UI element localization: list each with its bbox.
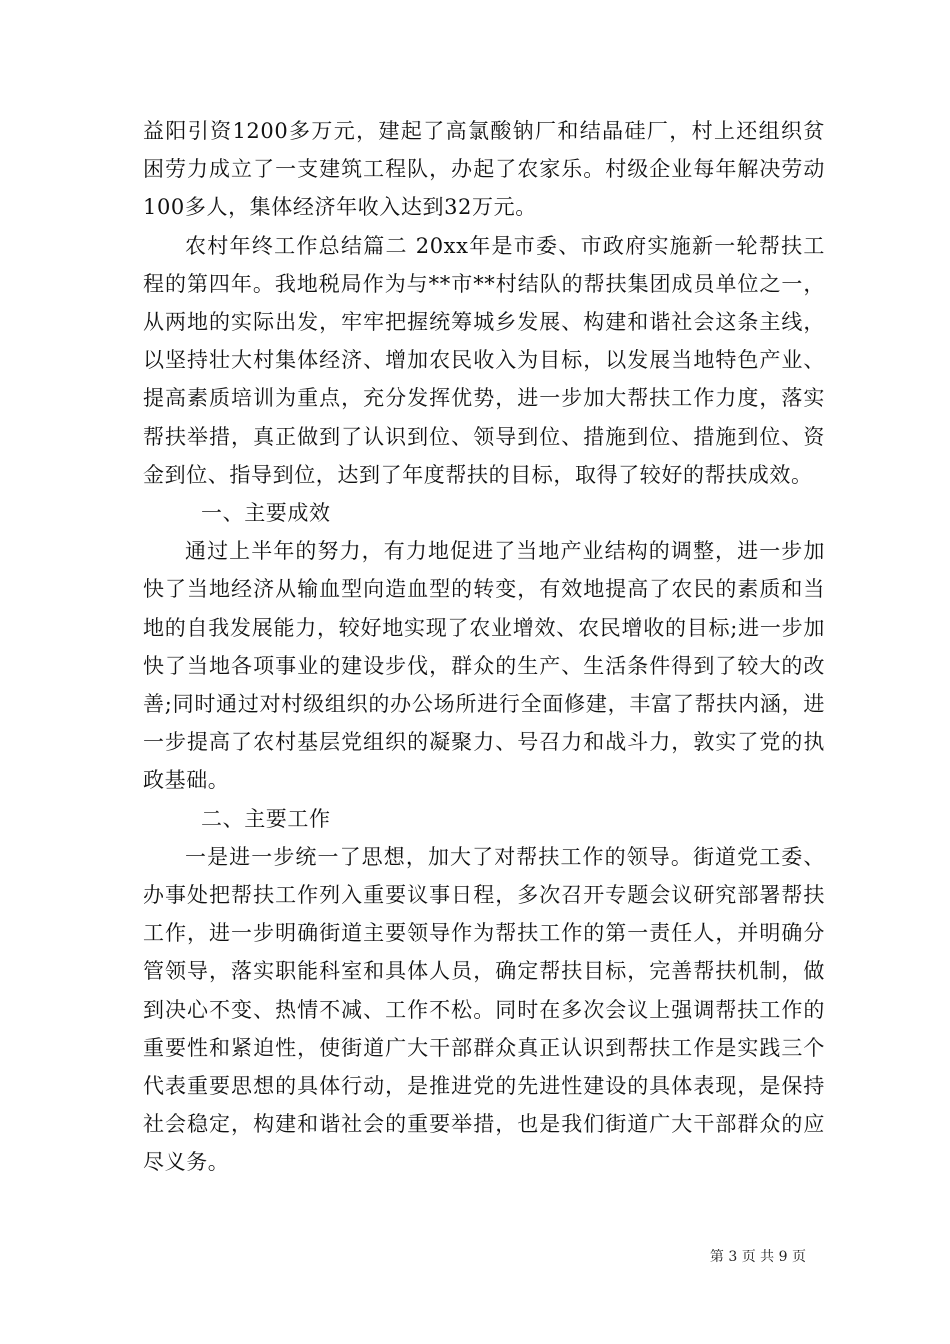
paragraph-results: 通过上半年的努力，有力地促进了当地产业结构的调整，进一步加快了当地经济从输血型向造血型的转变，有效地提高了农民的素质和当地的自我发展能力，较好地实现了农业增效、农民增收的目标;进一步加快了当地各项事业的建设步伐，群众的生产、生活条件得到了较大的改善;同时通过对村级组织的办公场所进行全面修建，丰富了帮扶内涵，进一步提高了农村基层党组织的凝聚力、号召力和战斗力，敦实了党的执政基础。 <box>143 539 825 793</box>
section-heading-results: 一、主要成效 <box>201 501 331 526</box>
paragraph-summary-intro: 农村年终工作总结篇二 20xx年是市委、市政府实施新一轮帮扶工程的第四年。我地税局作为与**市**村结队的帮扶集团成员单位之一，从两地的实际出发，牢牢把握统筹城乡发展、构建和谐社会这条主线，以坚持壮大村集体经济、增加农民收入为目标，以发展当地特色产业、提高素质培训为重点，充分发挥优势，进一步加大帮扶工作力度，落实帮扶举措，真正做到了认识到位、领导到位、措施到位、措施到位、资金到位、指导到位，达到了年度帮扶的目标，取得了较好的帮扶成效。 <box>143 233 825 487</box>
document-body <box>143 112 825 1182</box>
page-number-footer: 第 3 页 共 9 页 <box>709 1249 806 1265</box>
paragraph-work: 一是进一步统一了思想，加大了对帮扶工作的领导。街道党工委、办事处把帮扶工作列入重要议事日程，多次召开专题会议研究部署帮扶工作，进一步明确街道主要领导作为帮扶工作的第一责任人，并明确分管领导，落实职能科室和具体人员，确定帮扶目标，完善帮扶机制，做到决心不变、热情不减、工作不松。同时在多次会议上强调帮扶工作的重要性和紧迫性，使街道广大干部群众真正认识到帮扶工作是实践三个代表重要思想的具体行动，是推进党的先进性建设的具体表现，是保持社会稳定，构建和谐社会的重要举措，也是我们街道广大干部群众的应尽义务。 <box>143 844 825 1175</box>
paragraph-continuation: 益阳引资1200多万元，建起了高氯酸钠厂和结晶硅厂，村上还组织贫困劳力成立了一支建筑工程队，办起了农家乐。村级企业每年解决劳动100多人，集体经济年收入达到32万元。 <box>143 119 825 220</box>
section-heading-work: 二、主要工作 <box>201 806 331 831</box>
